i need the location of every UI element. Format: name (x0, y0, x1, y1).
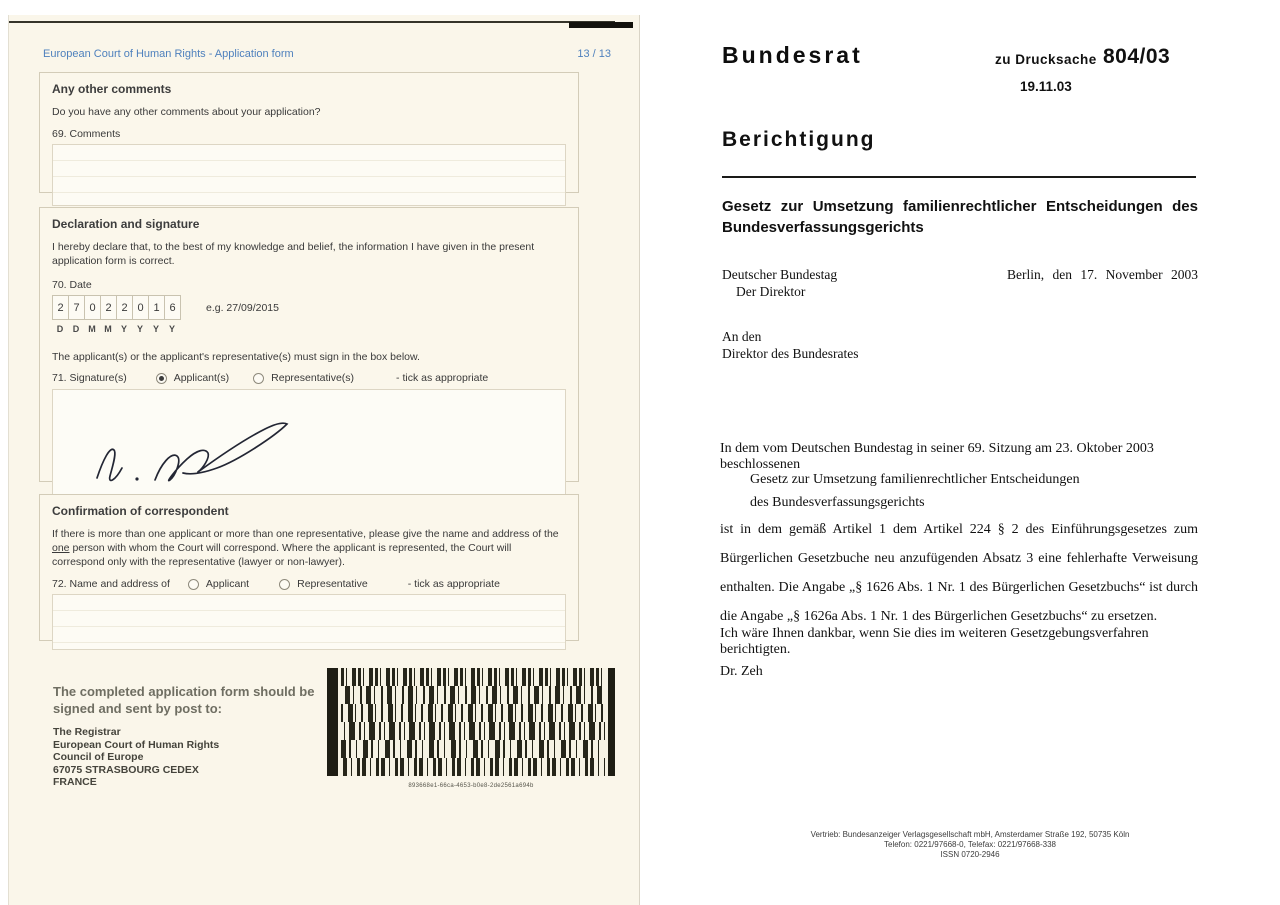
sender-line1: Deutscher Bundestag (722, 267, 838, 282)
date-cells (52, 295, 180, 320)
date-cell-y1[interactable]: 2 (116, 295, 133, 320)
radio-representatives[interactable] (253, 373, 264, 384)
quoted-line1: Gesetz zur Umsetzung familienrechtlicher Entscheidungen (750, 472, 1080, 487)
address-line: FRANCE (53, 776, 97, 788)
signature-field-label: 71. Signature(s) (52, 372, 127, 384)
place-and-date: Berlin, den 17. November 2003 (1007, 267, 1198, 282)
footer-line: ISSN 0720-2946 (940, 850, 1000, 859)
form-title: European Court of Human Rights - Application form (43, 48, 294, 60)
date-cell-y4[interactable]: 6 (164, 295, 181, 320)
sender-date-row (722, 266, 1198, 300)
mailing-address (53, 726, 333, 789)
scan-artifact-line (9, 21, 615, 23)
address-line: European Court of Human Rights (53, 738, 220, 751)
echr-application-form-page (8, 15, 640, 905)
mailing-instruction: The completed application form should be signed and sent by post to: (53, 684, 315, 716)
fmt-letter: M (88, 324, 96, 334)
pdf417-barcode (327, 668, 615, 776)
quoted-law-title (750, 468, 1080, 514)
address-line: Council of Europe (53, 751, 144, 763)
radio-applicants[interactable] (156, 373, 167, 384)
radio-representative-label: Representative (297, 578, 368, 590)
correspondent-section (39, 494, 579, 641)
radio-applicant[interactable] (188, 579, 199, 590)
organization-name: Bundesrat (722, 42, 863, 68)
publisher-footer (700, 830, 1240, 860)
date-field-label: 70. Date (52, 279, 92, 291)
document-type-heading: Berichtigung (722, 128, 876, 151)
comments-question: Do you have any other comments about your application? (52, 106, 321, 118)
address-line: 67075 STRASBOURG CEDEX (53, 763, 199, 776)
sign-instruction: The applicant(s) or the applicant's representative(s) must sign in the box below. (52, 351, 420, 363)
tick-note: - tick as appropriate (407, 578, 500, 590)
radio-applicants-label: Applicant(s) (173, 372, 230, 384)
scan-artifact-blob (569, 22, 633, 28)
correspondent-text-part1: If there is more than one applicant or more than one representative, please give the name and address of the (52, 528, 559, 540)
body-paragraph: ist in dem gemäß Artikel 1 dem Artikel 224 § 2 des Einführungsgesetzes zum Bürgerlichen Gesetzbuche neu anzufügenden Absatz 3 eine fehlerhafte Verweisung enthalten. Die Angabe „§ 1626 Abs. 1 Nr. 1 des Bürgerlichen Gesetzbuchs“ ist durch die Angabe „§ 1626a Abs. 1 Nr. 1 des Bürgerlichen Gesetzbuchs“ zu ersetzen. (720, 522, 1198, 624)
radio-representatives-label: Representative(s) (271, 372, 355, 384)
sender-block (722, 266, 837, 300)
address-line: The Registrar (53, 726, 121, 738)
form-header (43, 48, 611, 60)
signature-radio-row (52, 372, 566, 384)
date-row (52, 295, 566, 320)
fmt-letter: Y (136, 324, 143, 334)
document-date: 19.11.03 (1020, 79, 1072, 94)
correspondent-field-label: 72. Name and address of (52, 578, 170, 590)
comments-section (39, 72, 579, 193)
body-intro: In dem vom Deutschen Bundestag in seiner 69. Sitzung am 23. Oktober 2003 beschlossenen (720, 441, 1154, 472)
body-closing: Ich wäre Ihnen dankbar, wenn Sie dies im weiteren Gesetzgebungsverfahren berichtigten. (720, 626, 1149, 657)
fmt-letter: D (72, 324, 80, 334)
declaration-section (39, 207, 579, 482)
date-format-letters (52, 324, 566, 334)
radio-representative[interactable] (279, 579, 290, 590)
signer-name: Dr. Zeh (720, 664, 763, 679)
radio-applicant-label: Applicant (205, 578, 250, 590)
date-cell-y3[interactable]: 1 (148, 295, 165, 320)
date-cell-y2[interactable]: 0 (132, 295, 149, 320)
fmt-letter: Y (152, 324, 159, 334)
footer-line: Telefon: 0221/97668-0, Telefax: 0221/97668-338 (884, 840, 1056, 849)
drucksache-number: 804/03 (1103, 45, 1171, 68)
correspondent-text-underlined: one (52, 542, 70, 554)
page-number: 13 / 13 (577, 48, 611, 60)
fmt-letter: M (104, 324, 112, 334)
comments-input[interactable] (52, 144, 566, 206)
date-cell-d1[interactable]: 2 (52, 295, 69, 320)
barcode-caption: 893668e1-66ca-4653-b0e8-2de2561a694b (408, 783, 534, 789)
date-example: e.g. 27/09/2015 (206, 301, 279, 314)
tick-note: - tick as appropriate (396, 372, 489, 384)
date-cell-d2[interactable]: 7 (68, 295, 85, 320)
correspondent-input[interactable] (52, 594, 566, 650)
recipient-line2: Direktor des Bundesrates (722, 346, 859, 361)
drucksache-label: zu Drucksache (995, 52, 1097, 67)
declaration-section-title: Declaration and signature (52, 217, 200, 231)
fmt-letter: Y (168, 324, 175, 334)
fmt-letter: D (56, 324, 64, 334)
correspondent-text (52, 527, 566, 569)
comments-field-label: 69. Comments (52, 128, 121, 140)
bundesrat-letter-page (660, 0, 1280, 905)
recipient-block (722, 328, 858, 362)
correspondent-radio-row (52, 578, 566, 590)
fmt-letter: Y (120, 324, 127, 334)
comments-section-title: Any other comments (52, 82, 172, 96)
recipient-line1: An den (722, 329, 762, 344)
quoted-line2: des Bundesverfassungsgerichts (750, 495, 925, 510)
footer-line: Vertrieb: Bundesanzeiger Verlagsgesellschaft mbH, Amsterdamer Straße 192, 50735 Köln (810, 830, 1130, 839)
declaration-statement: I hereby declare that, to the best of my knowledge and belief, the information I have given in the present application form is correct. (52, 241, 535, 267)
horizontal-rule (722, 176, 1196, 178)
correspondent-section-title: Confirmation of correspondent (52, 504, 229, 518)
handwritten-signature (79, 398, 339, 503)
correspondent-text-part2: person with whom the Court will correspond. Where the applicant is represented, the Court will correspond only with the representative (lawyer or non-lawyer). (52, 542, 512, 568)
sender-line2: Der Direktor (736, 284, 806, 299)
signature-box[interactable] (52, 389, 566, 509)
date-cell-m2[interactable]: 2 (100, 295, 117, 320)
date-cell-m1[interactable]: 0 (84, 295, 101, 320)
law-title: Gesetz zur Umsetzung familienrechtlicher Entscheidungen des Bundesverfassungsgerichts (722, 198, 1198, 236)
